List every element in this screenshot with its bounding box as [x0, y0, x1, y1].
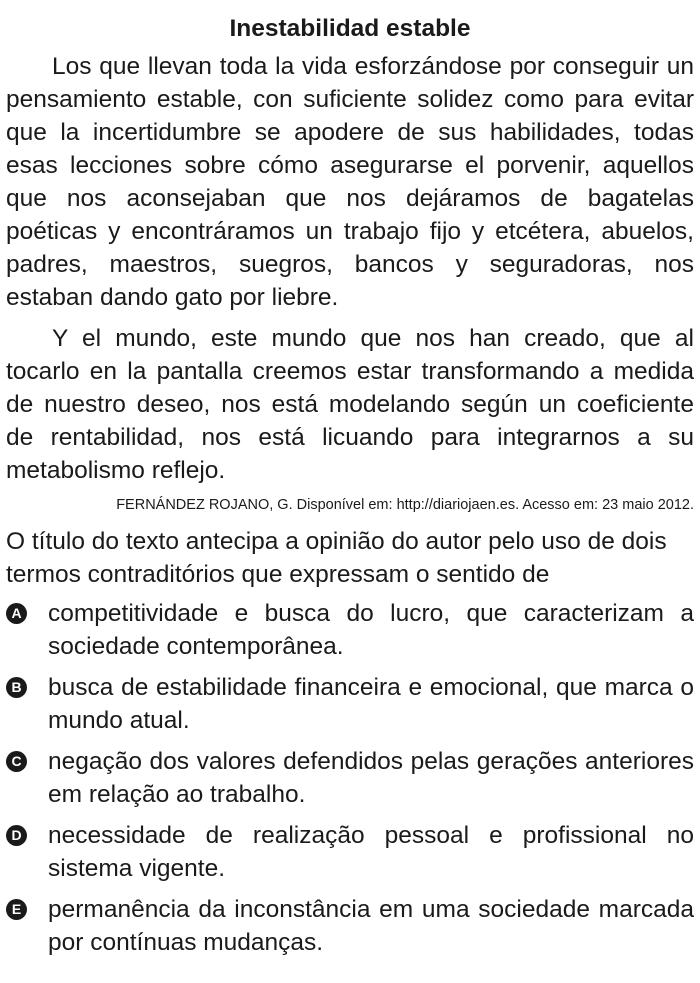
option-d[interactable]: [6, 819, 694, 885]
option-d-text: necessidade de realização pessoal e profissional no sistema vigente.: [48, 822, 694, 882]
option-c[interactable]: [6, 745, 694, 811]
answer-options: [6, 597, 694, 959]
option-a[interactable]: [6, 597, 694, 663]
text-paragraph-1: Los que llevan toda la vida esforzándose por conseguir un pensamiento estable, con suficiente solidez como para evitar que la incertidumbre se apodere de sus habilidades, todas esas lecciones sobre cómo asegurarse el porvenir, aquellos que nos aconsejaban que nos dejáramos de bagatelas poéticas y encontráramos un trabajo fijo y etcétera, abuelos, padres, maestros, suegros, bancos y seguradoras, nos estaban dando gato por liebre.: [6, 53, 694, 311]
option-d-marker: D: [6, 825, 27, 846]
option-b-marker: B: [6, 677, 27, 698]
option-c-text: negação dos valores defendidos pelas gerações anteriores em relação ao trabalho.: [48, 748, 694, 808]
option-e[interactable]: [6, 893, 694, 959]
option-b-text: busca de estabilidade financeira e emocional, que marca o mundo atual.: [48, 674, 694, 734]
option-e-text: permanência da inconstância em uma sociedade marcada por contínuas mudanças.: [48, 896, 694, 956]
text-paragraph-2: Y el mundo, este mundo que nos han creado, que al tocarlo en la pantalla creemos estar transformando a medida de nuestro deseo, nos está modelando según un coeficiente de rentabilidad, nos está licuando para integrarnos a su metabolismo reflejo.: [6, 325, 694, 484]
option-e-marker: E: [6, 899, 27, 920]
text-title: Inestabilidad estable: [229, 15, 471, 42]
question-stem: O título do texto antecipa a opinião do autor pelo uso de dois termos contraditórios que expressam o sentido de: [6, 528, 667, 588]
option-a-marker: A: [6, 603, 27, 624]
option-b[interactable]: [6, 671, 694, 737]
option-a-text: competitividade e busca do lucro, que caracterizam a sociedade contemporânea.: [48, 600, 694, 660]
option-c-marker: C: [6, 751, 27, 772]
source-citation: FERNÁNDEZ ROJANO, G. Disponível em: http://diariojaen.es. Acesso em: 23 maio 2012.: [116, 497, 694, 513]
